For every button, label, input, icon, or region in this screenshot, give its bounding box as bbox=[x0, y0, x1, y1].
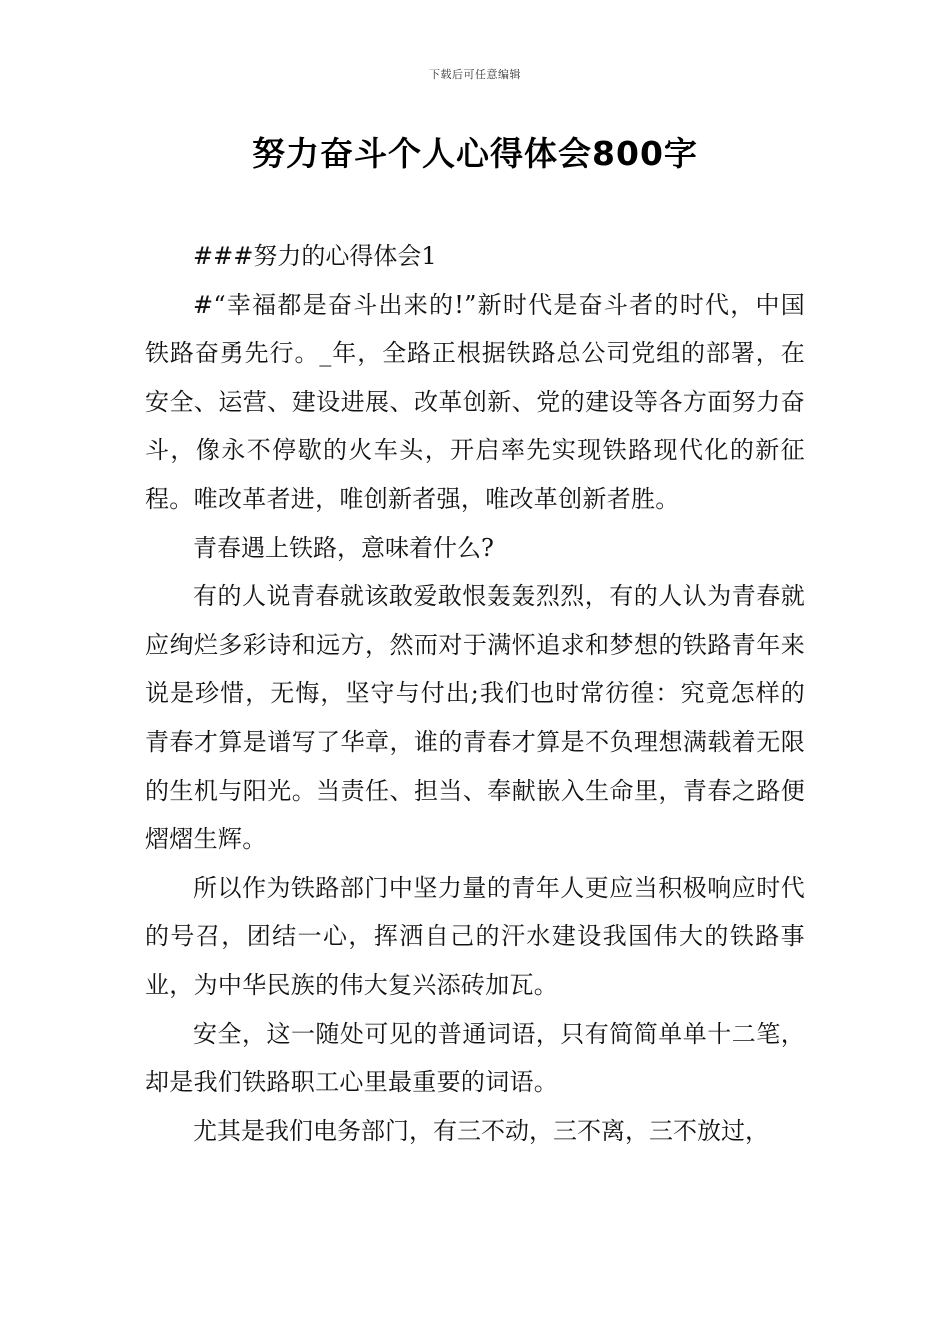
paragraph-heading: ###努力的心得体会1 bbox=[193, 242, 437, 270]
paragraph: 安全，这一随处可见的普通词语，只有简简单单十二笔，却是我们铁路职工心里最重要的词语。 bbox=[145, 1019, 805, 1097]
paragraph: #“幸福都是奋斗出来的!”新时代是奋斗者的时代，中国铁路奋勇先行。_年，全路正根据铁路总公司党组的部署，在安全、运营、建设进展、改革创新、党的建设等各方面努力奋斗，像永不停歇的火车头，开启率先实现铁路现代化的新征程。唯改革者进，唯创新者强，唯改革创新者胜。 bbox=[145, 290, 805, 513]
document-title: 努力奋斗个人心得体会800字 bbox=[252, 134, 698, 173]
document-body bbox=[145, 232, 805, 1155]
paragraph: 尤其是我们电务部门，有三不动，三不离，三不放过， bbox=[193, 1116, 769, 1145]
header-note: 下载后可任意编辑 bbox=[429, 68, 521, 81]
paragraph: 所以作为铁路部门中坚力量的青年人更应当积极响应时代的号召，团结一心，挥洒自己的汗水建设我国伟大的铁路事业，为中华民族的伟大复兴添砖加瓦。 bbox=[145, 873, 805, 999]
paragraph: 青春遇上铁路，意味着什么? bbox=[193, 533, 494, 562]
paragraph: 有的人说青春就该敢爱敢恨轰轰烈烈，有的人认为青春就应绚烂多彩诗和远方，然而对于满怀追求和梦想的铁路青年来说是珍惜，无悔，坚守与付出;我们也时常彷徨：究竟怎样的青春才算是谱写了华章，谁的青春才算是不负理想满载着无限的生机与阳光。当责任、担当、奉献嵌入生命里，青春之路便熠熠生辉。 bbox=[145, 582, 805, 854]
